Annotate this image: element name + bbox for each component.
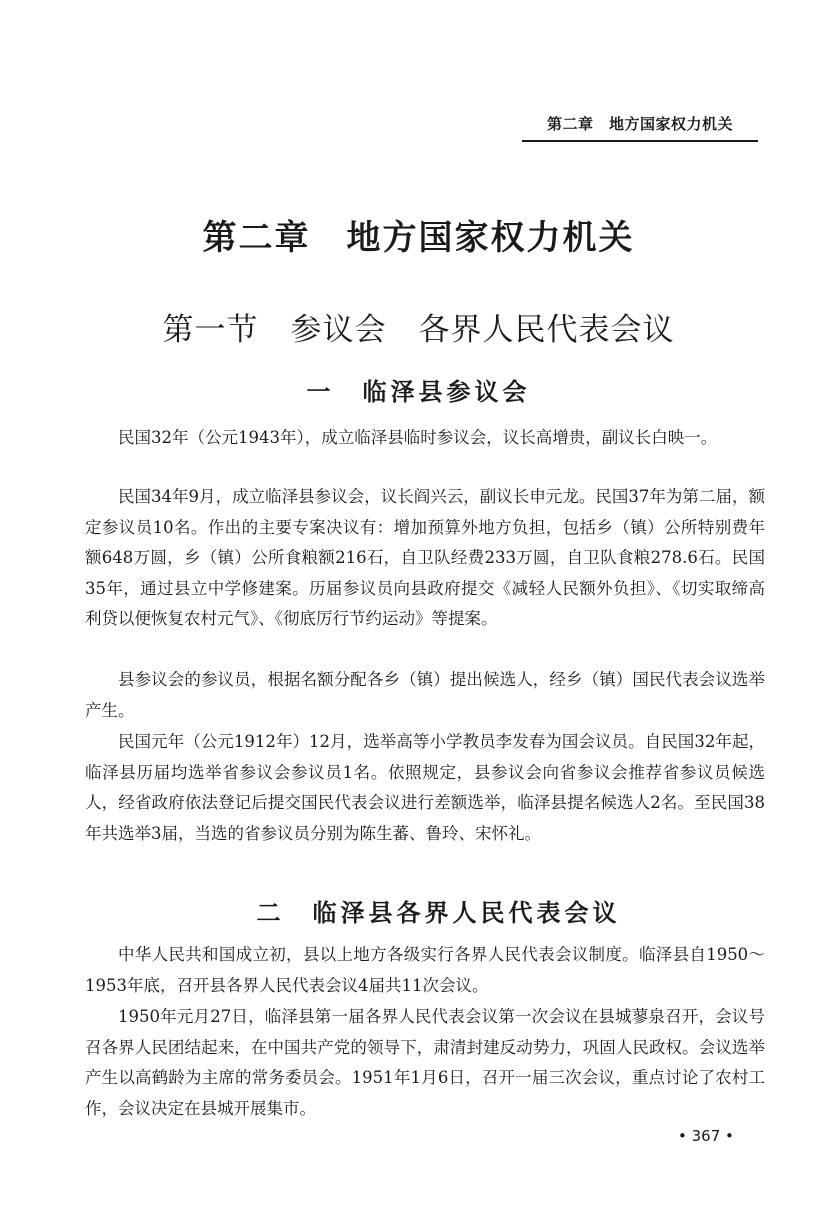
paragraph: 1950年元月27日，临泽县第一届各界人民代表会议第一次会议在县城蓼泉召开，会议号召各界人民团结起来，在中国共产党的领导下，肃清封建反动势力，巩固人民政权。会议选举产生以高鹤龄为主席的常务委员会。1951年1月6日，召开一届三次会议，重点讨论了农村工作，会议决定在县城开展集市。 bbox=[85, 1007, 765, 1118]
paragraph: 民国32年（公元1943年），成立临泽县临时参议会，议长高增贵，副议长白映一。 bbox=[118, 428, 718, 447]
page-number: • 367 • bbox=[678, 1127, 734, 1145]
paragraph: 中华人民共和国成立初，县以上地方各级实行各界人民代表会议制度。临泽县自1950～1953年底，召开县各界人民代表会议4届共11次会议。 bbox=[85, 945, 765, 995]
running-head: 第二章 地方国家权力机关 bbox=[522, 113, 758, 142]
section-title: 第一节 参议会 各界人民代表会议 bbox=[162, 312, 675, 348]
paragraph: 民国34年9月，成立临泽县参议会，议长阎兴云，副议长申元龙。民国37年为第二届，额定参议员10名。作出的主要专案决议有：增加预算外地方负担，包括乡（镇）公所特别费年额648万圆，乡（镇）公所食粮额216石，自卫队经费233万圆，自卫队食粮278.6石。民国35年，通过县立中学修建案。历届参议员向县政府提交《减轻人民额外负担》、《切实取缔高利贷以便恢复农村元气》、《彻底厉行节约运动》等提案。 bbox=[85, 487, 765, 628]
chapter-title: 第二章 地方国家权力机关 bbox=[202, 218, 635, 258]
paragraph: 民国元年（公元1912年）12月，选举高等小学教员李发春为国会议员。自民国32年起，临泽县历届均选举省参议会参议员1名。依照规定，县参议会向省参议会推荐省参议员候选人，经省政府依法登记后提交国民代表会议进行差额选举，临泽县提名候选人2名。至民国38年共选举3届，当选的省参议员分别为陈生蕃、鲁玲、宋怀礼。 bbox=[85, 732, 765, 843]
paragraph: 县参议会的参议员，根据名额分配各乡（镇）提出候选人，经乡（镇）国民代表会议选举产生。 bbox=[85, 670, 765, 720]
subsection-title: 一 临泽县参议会 bbox=[306, 377, 531, 406]
subsection-title: 二 临泽县各界人民代表会议 bbox=[256, 898, 621, 927]
